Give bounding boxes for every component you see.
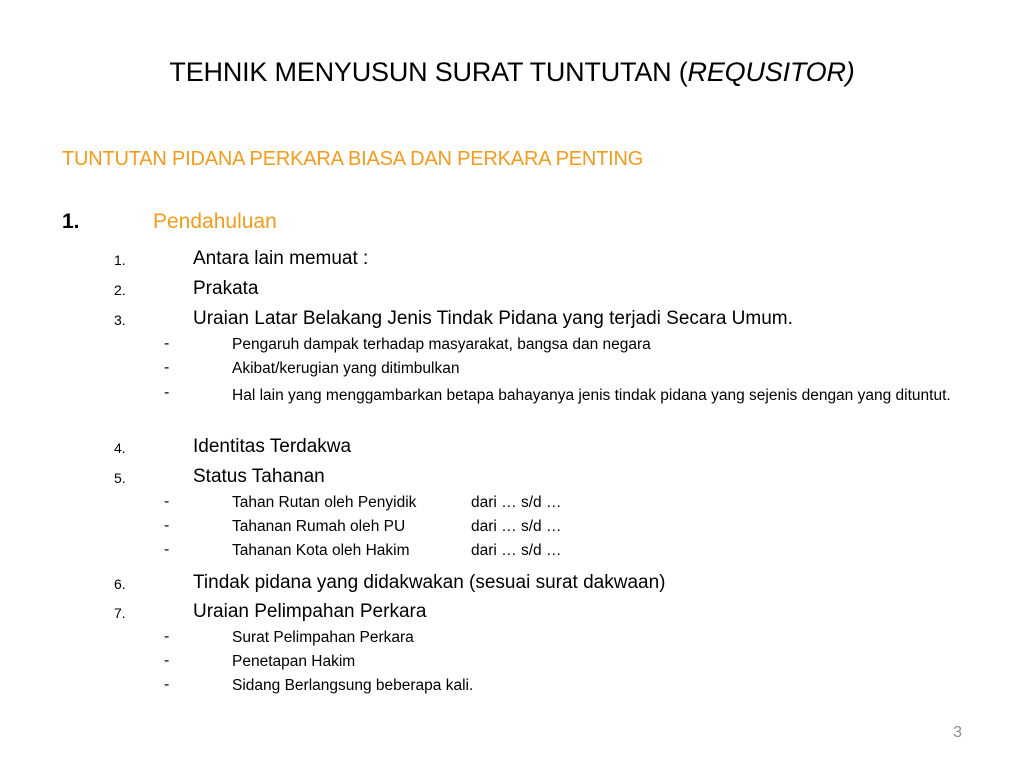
- list-item-text: Tindak pidana yang didakwakan (sesuai surat dakwaan): [193, 572, 666, 593]
- slide-title-italic: REQUSITOR): [687, 57, 855, 87]
- list-item: [0, 308, 1024, 334]
- section-title: Pendahuluan: [153, 210, 277, 233]
- sub-list-dash: -: [164, 517, 170, 534]
- sub-list-text: Hal lain yang menggambarkan betapa bahayanya jenis tindak pidana yang sejenis dengan yang dituntut.: [232, 387, 951, 404]
- page-number: 3: [953, 724, 962, 741]
- sub-list-text: Tahan Rutan oleh Penyidik: [232, 494, 417, 511]
- list-item-number: 2.: [114, 282, 126, 298]
- list-item-number: 7.: [114, 605, 126, 621]
- sub-list-item: [0, 384, 1024, 430]
- list-item-number: 3.: [114, 312, 126, 328]
- sub-list-text: Sidang Berlangsung beberapa kali.: [232, 677, 474, 694]
- sub-list-dash: -: [164, 652, 170, 669]
- sub-list-item: [0, 517, 1024, 543]
- sub-list-dash: -: [164, 541, 170, 558]
- sub-list-item: [0, 359, 1024, 385]
- sub-list-item: [0, 335, 1024, 361]
- sub-list-range: dari … s/d …: [471, 494, 562, 511]
- list-item: [0, 278, 1024, 304]
- sub-list-range: dari … s/d …: [471, 542, 562, 559]
- list-item: [0, 572, 1024, 598]
- sub-list-text: Penetapan Hakim: [232, 653, 356, 670]
- slide-title: [0, 57, 1024, 88]
- list-item-number: 1.: [114, 252, 126, 268]
- list-item-number: 4.: [114, 440, 126, 456]
- list-item-text: Uraian Pelimpahan Perkara: [193, 601, 427, 622]
- list-item-text: Status Tahanan: [193, 466, 325, 487]
- sub-list-dash: -: [164, 335, 170, 352]
- list-item: [0, 601, 1024, 627]
- list-item-text: Antara lain memuat :: [193, 248, 369, 269]
- sub-list-dash: -: [164, 359, 170, 376]
- sub-list-item: [0, 541, 1024, 567]
- sub-list-item: [0, 628, 1024, 654]
- slide-title-main: TEHNIK MENYUSUN SURAT TUNTUTAN (: [169, 57, 688, 87]
- sub-list-text: Tahanan Rumah oleh PU: [232, 518, 406, 535]
- sub-list-text: Tahanan Kota oleh Hakim: [232, 542, 410, 559]
- sub-list-text: Surat Pelimpahan Perkara: [232, 629, 414, 646]
- sub-list-text: Akibat/kerugian yang ditimbulkan: [232, 360, 460, 377]
- list-item-number: 6.: [114, 576, 126, 592]
- sub-list-dash: -: [164, 493, 170, 510]
- list-item-text: Uraian Latar Belakang Jenis Tindak Pidana yang terjadi Secara Umum.: [193, 308, 793, 329]
- list-item: [0, 466, 1024, 492]
- sub-list-dash: -: [164, 676, 170, 693]
- list-item-text: Prakata: [193, 278, 259, 299]
- sub-list-item: [0, 652, 1024, 678]
- section-number: 1.: [62, 210, 80, 233]
- list-item-text: Identitas Terdakwa: [193, 436, 352, 457]
- list-item-number: 5.: [114, 470, 126, 486]
- slide-subtitle: TUNTUTAN PIDANA PERKARA BIASA DAN PERKARA PENTING: [62, 148, 644, 170]
- list-item: [0, 248, 1024, 274]
- sub-list-text: Pengaruh dampak terhadap masyarakat, bangsa dan negara: [232, 336, 651, 353]
- sub-list-range: dari … s/d …: [471, 518, 562, 535]
- sub-list-dash: -: [164, 628, 170, 645]
- sub-list-item: [0, 676, 1024, 702]
- sub-list-dash: -: [164, 384, 170, 401]
- list-item: [0, 436, 1024, 462]
- sub-list-item: [0, 493, 1024, 519]
